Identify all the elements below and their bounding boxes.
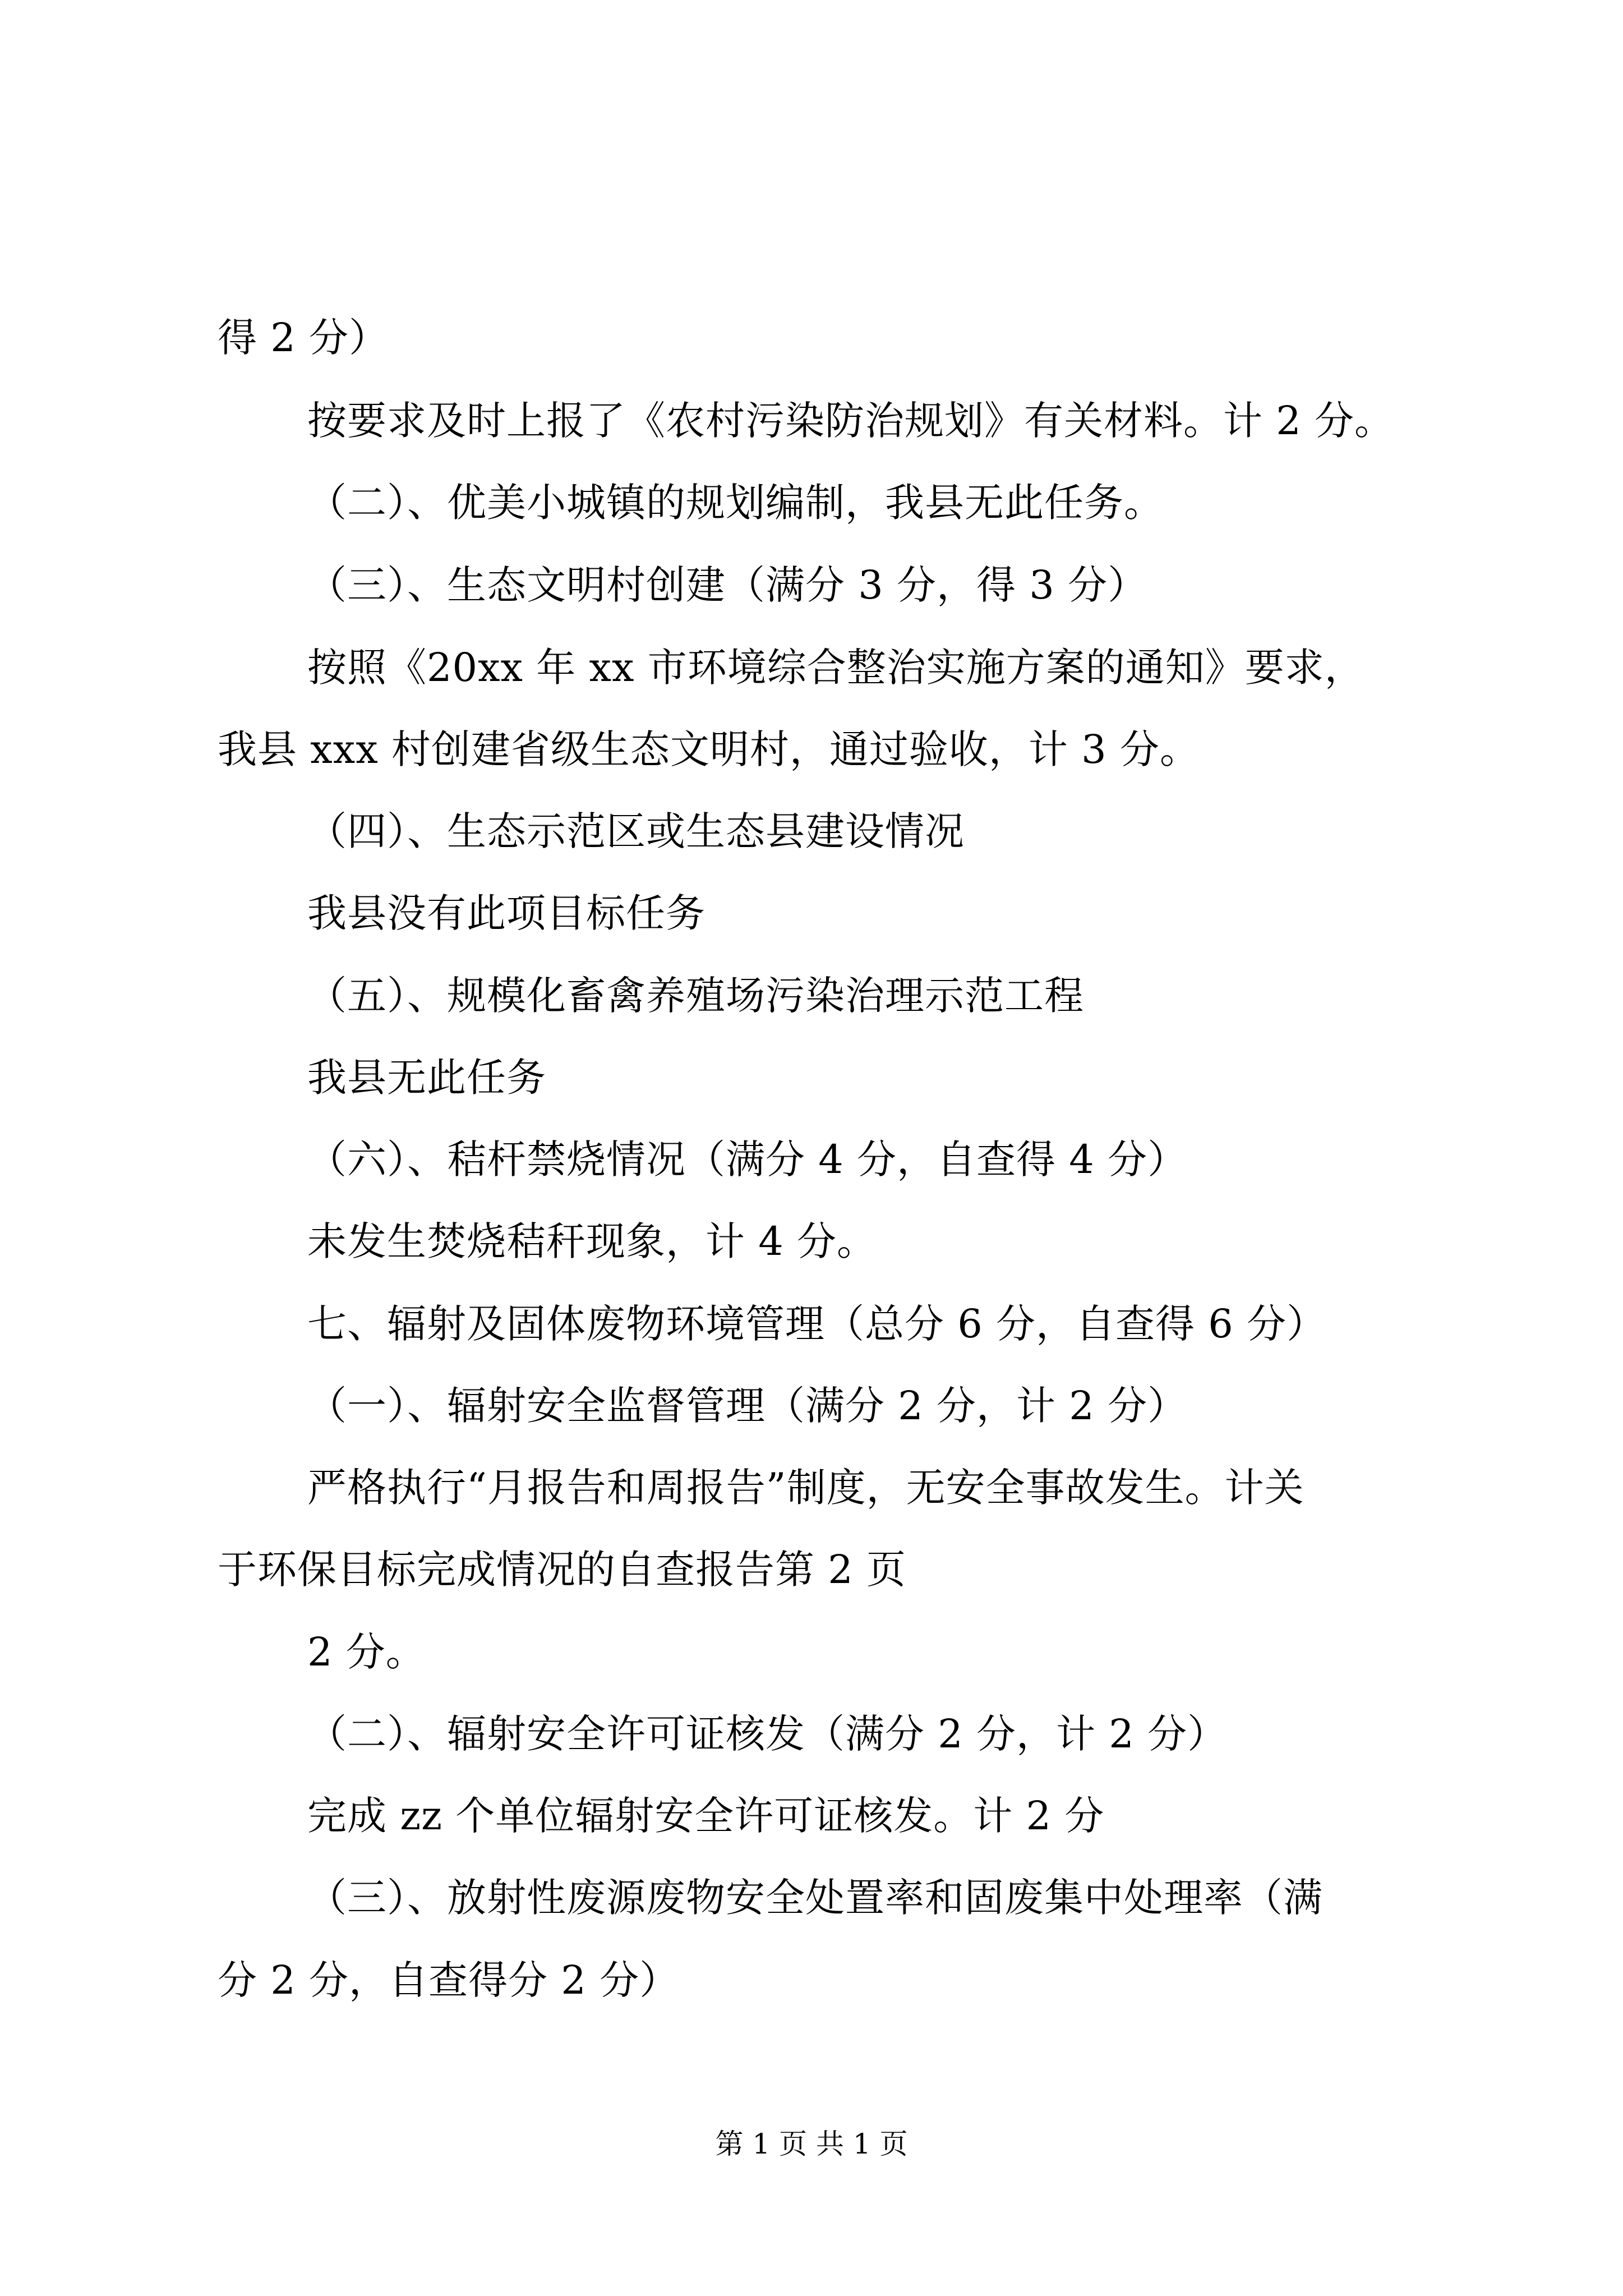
text-line-16: 于环保目标完成情况的自查报告第 2 页 (218, 1547, 907, 1593)
text-line-19: 完成 zz 个单位辐射安全许可证核发。计 2 分 (307, 1793, 1105, 1839)
text-line-2: 按要求及时上报了《农村污染防治规划》有关材料。计 2 分。 (307, 398, 1395, 444)
text-line-12: 未发生焚烧秸秆现象，计 4 分。 (307, 1218, 877, 1264)
section-heading-5: （五）、规模化畜禽养殖场污染治理示范工程 (307, 973, 1084, 1019)
text-line-8: 我县没有此项目标任务 (307, 890, 706, 936)
section-heading-2: （二）、优美小城镇的规划编制，我县无此任务。 (307, 480, 1164, 526)
text-line-10: 我县无此任务 (307, 1055, 546, 1101)
section-heading-7-3: （三）、放射性废源废物安全处置率和固废集中处理率（满 (307, 1875, 1323, 1921)
page-footer: 第 1 页 共 1 页 (715, 2128, 908, 2160)
text-line-17: 2 分。 (307, 1629, 426, 1675)
section-heading-7-2: （二）、辐射安全许可证核发（满分 2 分，计 2 分） (307, 1711, 1228, 1757)
text-line-21: 分 2 分，自查得分 2 分） (218, 1957, 680, 2003)
text-line-1: 得 2 分） (218, 315, 389, 361)
section-heading-7-1: （一）、辐射安全监督管理（满分 2 分，计 2 分） (307, 1383, 1188, 1429)
text-line-6: 我县 xxx 村创建省级生态文明村，通过验收，计 3 分。 (218, 726, 1200, 772)
chapter-heading-7: 七、辐射及固体废物环境管理（总分 6 分，自查得 6 分） (307, 1301, 1327, 1347)
section-heading-3: （三）、生态文明村创建（满分 3 分，得 3 分） (307, 562, 1148, 608)
section-heading-4: （四）、生态示范区或生态县建设情况 (307, 808, 965, 854)
section-heading-6: （六）、秸杆禁烧情况（满分 4 分，自查得 4 分） (307, 1137, 1188, 1182)
text-line-5: 按照《20xx 年 xx 市环境综合整治实施方案的通知》要求， (307, 645, 1364, 691)
text-line-15: 严格执行“月报告和周报告”制度，无安全事故发生。计关 (307, 1465, 1304, 1511)
